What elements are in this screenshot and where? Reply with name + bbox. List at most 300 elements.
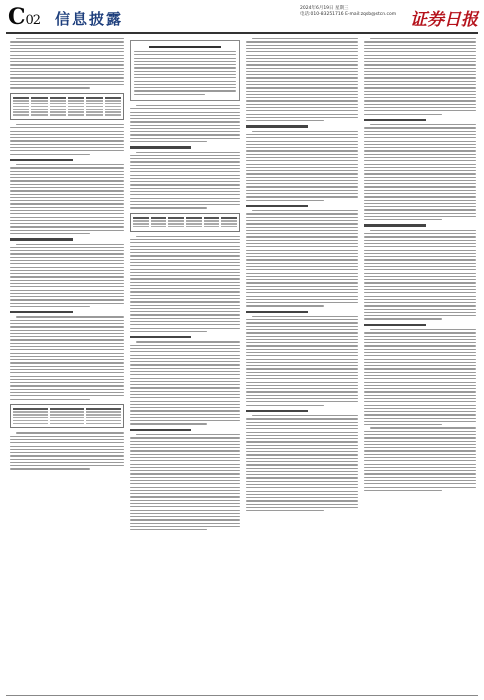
page-letter: C [8, 4, 25, 30]
text-line [10, 84, 124, 85]
text-line [364, 315, 476, 316]
text-line [364, 200, 476, 201]
text-line [246, 186, 358, 187]
data-table [10, 93, 124, 120]
table-cell [186, 217, 202, 219]
text-line [246, 438, 358, 439]
text-line [10, 395, 124, 396]
text-line [10, 263, 124, 264]
text-line [246, 240, 358, 241]
text-line [246, 302, 358, 303]
text-line [134, 51, 236, 52]
text-line [246, 107, 358, 108]
table-cell [50, 97, 66, 99]
text-line [130, 394, 240, 395]
text-line [364, 388, 476, 389]
text-line [364, 431, 476, 432]
text-line [130, 128, 240, 129]
newspaper-logo: 证券日报 [410, 10, 478, 30]
table-cell [13, 100, 29, 101]
text-line [10, 68, 124, 69]
text-line [10, 346, 124, 347]
text-line [364, 292, 476, 293]
text-line [10, 339, 124, 340]
table-cell [68, 111, 84, 112]
text-line [246, 104, 358, 105]
text-line [364, 345, 476, 346]
text-line [364, 434, 476, 435]
text-line [130, 311, 240, 312]
text-line [130, 112, 240, 113]
table-cell [13, 109, 29, 110]
text-line [246, 481, 358, 482]
table-cell [50, 111, 66, 112]
table-cell [31, 114, 47, 115]
text-line [10, 439, 124, 440]
text-line [246, 233, 358, 234]
subheading-line [130, 146, 191, 148]
text-line [246, 507, 358, 508]
text-line [364, 375, 476, 376]
text-line [364, 203, 476, 204]
table-row [13, 420, 121, 421]
table-cell [151, 226, 167, 227]
text-line [130, 487, 240, 488]
table-cell [13, 111, 29, 112]
text-line [246, 352, 358, 353]
text-line [10, 296, 124, 297]
text-line [364, 352, 476, 353]
subheading-line [246, 205, 308, 207]
text-line [10, 465, 124, 466]
text-line [364, 150, 476, 151]
text-line [10, 366, 124, 367]
text-line [246, 180, 358, 181]
text-line [130, 285, 240, 286]
table-row [133, 220, 237, 221]
text-line [246, 87, 358, 88]
text-line [252, 316, 358, 317]
text-line [246, 77, 358, 78]
text-line [10, 326, 124, 327]
text-line [130, 295, 240, 296]
text-line [10, 77, 124, 78]
text-line [10, 382, 124, 383]
text-line [130, 381, 240, 382]
header-rule [6, 32, 478, 34]
table-cell [105, 109, 121, 110]
table-cell [151, 220, 167, 221]
table-row [13, 111, 121, 112]
table-cell [86, 114, 102, 115]
text-line [10, 452, 124, 453]
table-cell [50, 103, 66, 104]
text-line [130, 272, 240, 273]
text-line [364, 309, 476, 310]
text-line [364, 467, 476, 468]
text-line [246, 388, 358, 389]
table-cell [86, 103, 102, 104]
text-line [130, 526, 240, 527]
text-line [246, 500, 358, 501]
text-line [130, 138, 240, 139]
text-line [364, 305, 476, 306]
text-line [364, 454, 476, 455]
footer-rule [6, 695, 478, 696]
text-line [10, 333, 124, 334]
text-line [130, 155, 240, 156]
text-line [364, 483, 476, 484]
table-cell [186, 226, 202, 227]
text-line [246, 167, 358, 168]
text-line [246, 173, 358, 174]
text-line [246, 170, 358, 171]
text-line [364, 391, 476, 392]
text-line [130, 265, 240, 266]
text-line [246, 398, 358, 399]
text-line [130, 134, 240, 135]
text-line [246, 319, 358, 320]
table-cell [86, 414, 121, 415]
text-line [10, 286, 124, 287]
text-line [130, 131, 240, 132]
text-line [10, 369, 124, 370]
text-line [246, 425, 358, 426]
text-line [246, 451, 358, 452]
table-cell [13, 414, 48, 415]
text-line [130, 161, 240, 162]
text-line [246, 305, 324, 306]
table-cell [105, 114, 121, 115]
table-row [133, 217, 237, 219]
text-line [364, 131, 476, 132]
text-line [364, 71, 476, 72]
table-row [13, 97, 121, 99]
text-line [364, 421, 476, 422]
text-line [130, 321, 240, 322]
text-line [130, 141, 207, 142]
table-cell [31, 111, 47, 112]
text-line [246, 200, 324, 201]
text-line [364, 193, 476, 194]
text-line [246, 484, 358, 485]
text-line [246, 147, 358, 148]
table-cell [13, 106, 29, 107]
text-line [10, 147, 124, 148]
text-line [10, 253, 124, 254]
text-line [364, 464, 476, 465]
text-line [364, 411, 476, 412]
text-line [246, 91, 358, 92]
text-line [364, 134, 476, 135]
text-line [246, 355, 358, 356]
text-line [370, 329, 476, 330]
text-line [10, 446, 124, 447]
text-line [246, 365, 358, 366]
table-cell [68, 97, 84, 99]
text-line [130, 519, 240, 520]
box-title-line [149, 46, 220, 48]
text-line [246, 494, 358, 495]
text-line [364, 141, 476, 142]
text-line [364, 58, 476, 59]
text-line [364, 170, 476, 171]
contact-line: 电话:010-83251716 E-mail:zqsb@stcn.com [300, 12, 397, 17]
text-line [364, 74, 476, 75]
text-line [364, 276, 476, 277]
text-line [10, 210, 124, 211]
text-line [10, 267, 124, 268]
text-line [130, 503, 240, 504]
text-line [130, 397, 240, 398]
text-line [364, 94, 476, 95]
text-line [364, 273, 476, 274]
text-line [246, 61, 358, 62]
text-line [130, 207, 207, 208]
text-line [246, 401, 358, 402]
text-line [246, 332, 358, 333]
text-line [364, 339, 476, 340]
table-cell [204, 226, 220, 227]
text-line [364, 84, 476, 85]
text-line [130, 529, 207, 530]
text-line [364, 382, 476, 383]
text-line [130, 441, 240, 442]
text-line [10, 257, 124, 258]
table-row [13, 417, 121, 418]
text-line [364, 243, 476, 244]
text-line [364, 250, 476, 251]
subheading-line [364, 119, 426, 121]
subheading-line [246, 410, 308, 412]
text-line [364, 408, 476, 409]
text-line [10, 81, 124, 82]
text-line [246, 236, 358, 237]
text-line [364, 77, 476, 78]
text-line [246, 246, 358, 247]
text-line [16, 38, 124, 39]
text-line [136, 152, 240, 153]
text-line [130, 181, 240, 182]
text-line [364, 219, 442, 220]
text-line [134, 90, 236, 91]
text-line [130, 158, 240, 159]
text-line [246, 120, 324, 121]
text-line [246, 84, 358, 85]
text-line [246, 435, 358, 436]
text-line [130, 506, 240, 507]
table-cell [133, 223, 149, 224]
text-line [10, 283, 124, 284]
text-line [370, 124, 476, 125]
text-line [134, 84, 236, 85]
text-line [364, 177, 476, 178]
text-line [10, 187, 124, 188]
text-line [130, 447, 240, 448]
table-cell [68, 109, 84, 110]
table-cell [50, 408, 85, 410]
text-line [246, 477, 358, 478]
text-line [10, 290, 124, 291]
text-line [10, 270, 124, 271]
text-line [246, 395, 358, 396]
table-cell [86, 417, 121, 418]
table-cell [68, 100, 84, 101]
table-cell [221, 226, 237, 227]
text-line [246, 94, 358, 95]
text-line [130, 328, 240, 329]
column-2 [130, 36, 240, 690]
table-cell [151, 223, 167, 224]
table-cell [186, 223, 202, 224]
text-line [246, 342, 358, 343]
text-line [10, 379, 124, 380]
text-line [130, 305, 240, 306]
text-line [10, 220, 124, 221]
text-line [364, 137, 476, 138]
table-row [133, 223, 237, 224]
text-line [246, 362, 358, 363]
page-header [0, 0, 484, 38]
text-line [134, 64, 236, 65]
text-line [364, 236, 476, 237]
column-3 [246, 36, 358, 690]
table-cell [105, 111, 121, 112]
text-line [130, 318, 240, 319]
text-line [130, 510, 240, 511]
table-cell [105, 103, 121, 104]
text-line [130, 324, 240, 325]
text-line [130, 118, 240, 119]
text-line [136, 236, 240, 237]
text-line [10, 171, 124, 172]
text-line [10, 462, 124, 463]
text-line [246, 51, 358, 52]
text-line [246, 339, 358, 340]
text-line [130, 480, 240, 481]
table-row [13, 106, 121, 107]
table-cell [133, 226, 149, 227]
text-line [364, 81, 476, 82]
text-line [246, 64, 358, 65]
text-line [364, 97, 476, 98]
text-line [10, 273, 124, 274]
text-line [10, 459, 124, 460]
text-line [364, 385, 476, 386]
text-line [246, 269, 358, 270]
text-line [364, 282, 476, 283]
text-line [364, 91, 476, 92]
text-line [246, 276, 358, 277]
text-line [364, 246, 476, 247]
text-line [10, 45, 124, 46]
text-line [252, 38, 358, 39]
text-line [130, 348, 240, 349]
text-line [370, 230, 476, 231]
text-line [246, 432, 358, 433]
text-line [364, 233, 476, 234]
text-line [364, 269, 476, 270]
text-line [130, 121, 240, 122]
text-line [246, 141, 358, 142]
text-line [364, 378, 476, 379]
text-line [130, 255, 240, 256]
date-line: 2024年6月19日 星期三 [300, 6, 349, 11]
text-line [246, 461, 358, 462]
table-cell [105, 100, 121, 101]
text-line [364, 441, 476, 442]
text-line [10, 127, 124, 128]
table-row [13, 109, 121, 110]
text-line [130, 269, 240, 270]
text-line [246, 454, 358, 455]
text-line [364, 401, 476, 402]
text-line [364, 61, 476, 62]
table-cell [31, 106, 47, 107]
table-cell [86, 111, 102, 112]
text-line [370, 38, 476, 39]
text-line [10, 150, 124, 151]
text-line [130, 314, 240, 315]
text-line [364, 447, 476, 448]
text-line [246, 263, 358, 264]
text-line [10, 197, 124, 198]
text-line [16, 164, 124, 165]
text-line [130, 275, 240, 276]
text-line [246, 289, 358, 290]
text-line [246, 375, 358, 376]
text-line [130, 410, 240, 411]
text-line [130, 368, 240, 369]
text-line [10, 64, 124, 65]
text-line [246, 368, 358, 369]
text-line [246, 345, 358, 346]
text-line [10, 61, 124, 62]
data-table [10, 404, 124, 429]
text-line [10, 349, 124, 350]
text-line [130, 414, 240, 415]
table-cell [221, 223, 237, 224]
text-line [134, 74, 236, 75]
text-line [246, 296, 358, 297]
subheading-line [130, 336, 191, 338]
text-line [246, 391, 358, 392]
text-line [246, 422, 358, 423]
subheading-line [10, 311, 73, 313]
text-line [364, 196, 476, 197]
table-row [13, 114, 121, 115]
text-line [364, 213, 476, 214]
text-line [130, 477, 240, 478]
text-line [10, 306, 90, 307]
text-line [130, 358, 240, 359]
text-line [10, 320, 124, 321]
text-line [10, 299, 124, 300]
table-cell [68, 103, 84, 104]
text-line [134, 77, 236, 78]
text-line [364, 460, 476, 461]
text-line [364, 253, 476, 254]
text-line [130, 188, 240, 189]
text-line [364, 41, 476, 42]
text-line [10, 362, 124, 363]
text-line [130, 361, 240, 362]
text-line [130, 420, 240, 421]
table-cell [186, 220, 202, 221]
text-line [364, 414, 476, 415]
text-line [130, 470, 240, 471]
text-line [246, 71, 358, 72]
